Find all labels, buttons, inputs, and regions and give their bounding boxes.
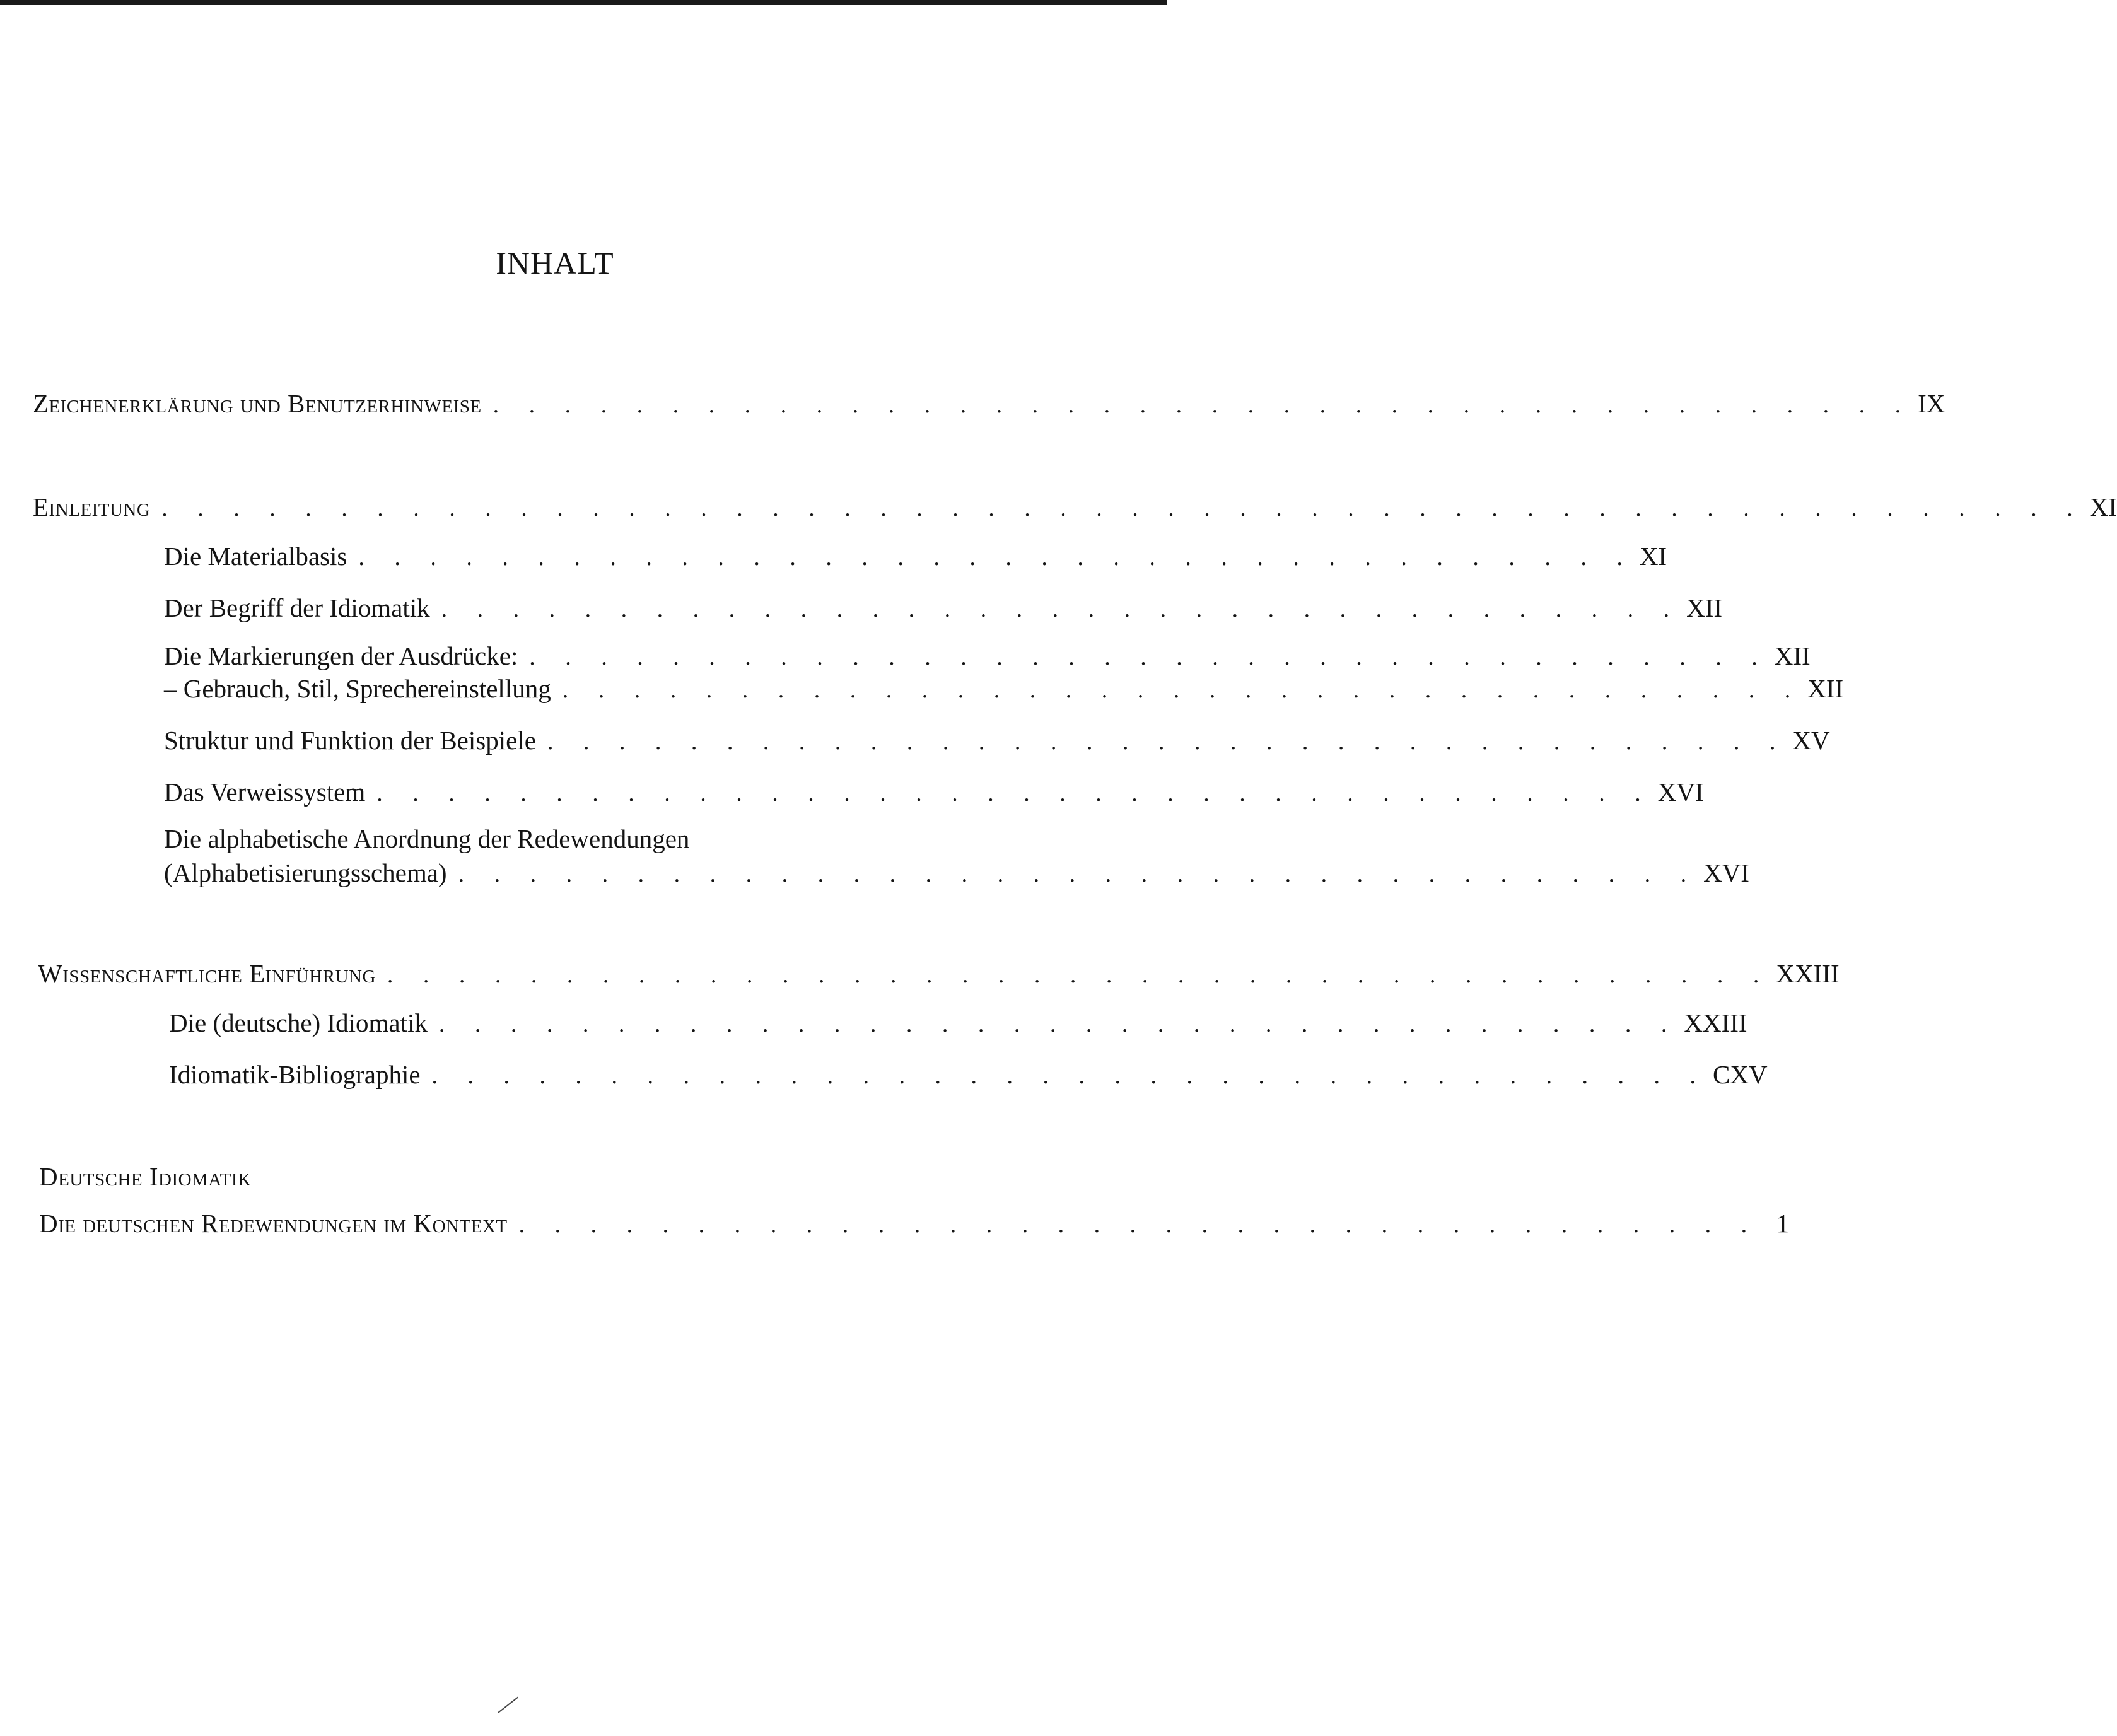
toc-label: Das Verweissystem [164, 778, 366, 807]
page-title: INHALT [496, 245, 614, 281]
toc-label: Die deutschen Redewendungen im Kontext [39, 1209, 508, 1238]
toc-label: Der Begriff der Idiomatik [164, 593, 430, 622]
top-edge-bar [0, 0, 1167, 5]
toc-page-number: XI [2089, 492, 2117, 521]
toc-page-number: XVI [1703, 858, 1749, 887]
toc-leader: . . . . . . . . . . . . . . . . . . . . . . . . . . . . . . . . . . . [529, 644, 1770, 670]
toc-leader: . . . . . . . . . . . . . . . . . . . . . . . . . . . . . . . . . . . [458, 861, 1699, 887]
toc-leader: . . . . . . . . . . . . . . . . . . . . . . . . . . . . . . . . . . . [441, 596, 1682, 622]
toc-entry-deutsche-idiomatik-sub[interactable] [169, 1008, 1747, 1038]
toc-page-number: XXIII [1684, 1008, 1747, 1037]
toc-entry-bibliographie[interactable] [169, 1059, 1768, 1090]
toc-label: Die Materialbasis [164, 542, 347, 571]
toc-leader: . . . . . . . . . . . . . . . . . . . . . . . . . . . . . . . . . . . [562, 677, 1803, 703]
toc-label: Wissenschaftliche Einführung [38, 959, 376, 988]
toc-label: Einleitung [33, 492, 151, 521]
toc-leader: . . . . . . . . . . . . . . . . . . . . . . . . . . . . . . . . . . . . [431, 1063, 1708, 1089]
toc-page-number: XV [1792, 726, 1830, 755]
toc-label: (Alphabetisierungsschema) [164, 858, 447, 887]
toc-leader: . . . . . . . . . . . . . . . . . . . . . . . . . . . . . . . . . . . . . . . [387, 962, 1771, 988]
toc-label: Idiomatik-Bibliographie [169, 1060, 421, 1089]
toc-page-number: XXIII [1776, 959, 1840, 988]
toc-label: Die Markierungen der Ausdrücke: [164, 641, 518, 670]
toc-entry-alphabetisierung[interactable] [164, 858, 1749, 888]
toc-leader: . . . . . . . . . . . . . . . . . . . . . . . . . . . . . . . . . . . . [358, 544, 1635, 571]
toc-page-number: XI [1639, 542, 1667, 571]
toc-entry-struktur[interactable] [164, 725, 1830, 755]
toc-entry-redewendungen[interactable] [39, 1208, 1790, 1238]
toc-entry-alphabet-line1[interactable]: Die alphabetische Anordnung der Redewendungen [164, 824, 690, 853]
toc-page-number: IX [1918, 389, 1945, 418]
toc-entry-einleitung[interactable] [33, 492, 2117, 522]
toc-page-number: XVI [1657, 778, 1704, 807]
toc-entry-materialbasis[interactable] [164, 541, 1667, 571]
toc-page-number: XII [1774, 641, 1811, 670]
toc-entry-begriff[interactable] [164, 593, 1723, 623]
toc-leader: . . . . . . . . . . . . . . . . . . . . . . . . . . . . . . . . . . . . . . . . [493, 392, 1913, 418]
toc-entry-deutsche-idiomatik[interactable]: Deutsche Idiomatik [39, 1162, 252, 1191]
toc-page-number: XII [1686, 593, 1723, 622]
toc-leader: . . . . . . . . . . . . . . . . . . . . . . . . . . . . . . . . . . . [518, 1211, 1759, 1238]
toc-leader: . . . . . . . . . . . . . . . . . . . . . . . . . . . . . . . . . . . [438, 1011, 1679, 1037]
pen-mark [498, 1697, 518, 1713]
toc-page-number: CXV [1713, 1060, 1768, 1089]
toc-entry-zeichenerklaerung[interactable] [33, 388, 1945, 419]
toc-label: Zeichenerklärung und Benutzerhinweise [33, 389, 482, 418]
toc-entry-gebrauch[interactable] [164, 673, 1844, 704]
toc-leader: . . . . . . . . . . . . . . . . . . . . . . . . . . . . . . . . . . . . [376, 780, 1653, 807]
toc-label: – Gebrauch, Stil, Sprechereinstellung [164, 674, 551, 703]
toc-entry-verweissystem[interactable] [164, 777, 1704, 807]
toc-entry-markierungen[interactable] [164, 641, 1811, 671]
toc-leader: . . . . . . . . . . . . . . . . . . . . . . . . . . . . . . . . . . . [547, 728, 1788, 755]
toc-page-number: 1 [1776, 1209, 1790, 1238]
toc-leader: . . . . . . . . . . . . . . . . . . . . . . . . . . . . . . . . . . . . . . . . . . . . . . . . . . . . . . [161, 495, 2085, 521]
toc-entry-wissenschaftliche-einfuehrung[interactable] [38, 958, 1840, 989]
toc-page-number: XII [1807, 674, 1844, 703]
toc-label: Die (deutsche) Idiomatik [169, 1008, 428, 1037]
toc-label: Struktur und Funktion der Beispiele [164, 726, 536, 755]
